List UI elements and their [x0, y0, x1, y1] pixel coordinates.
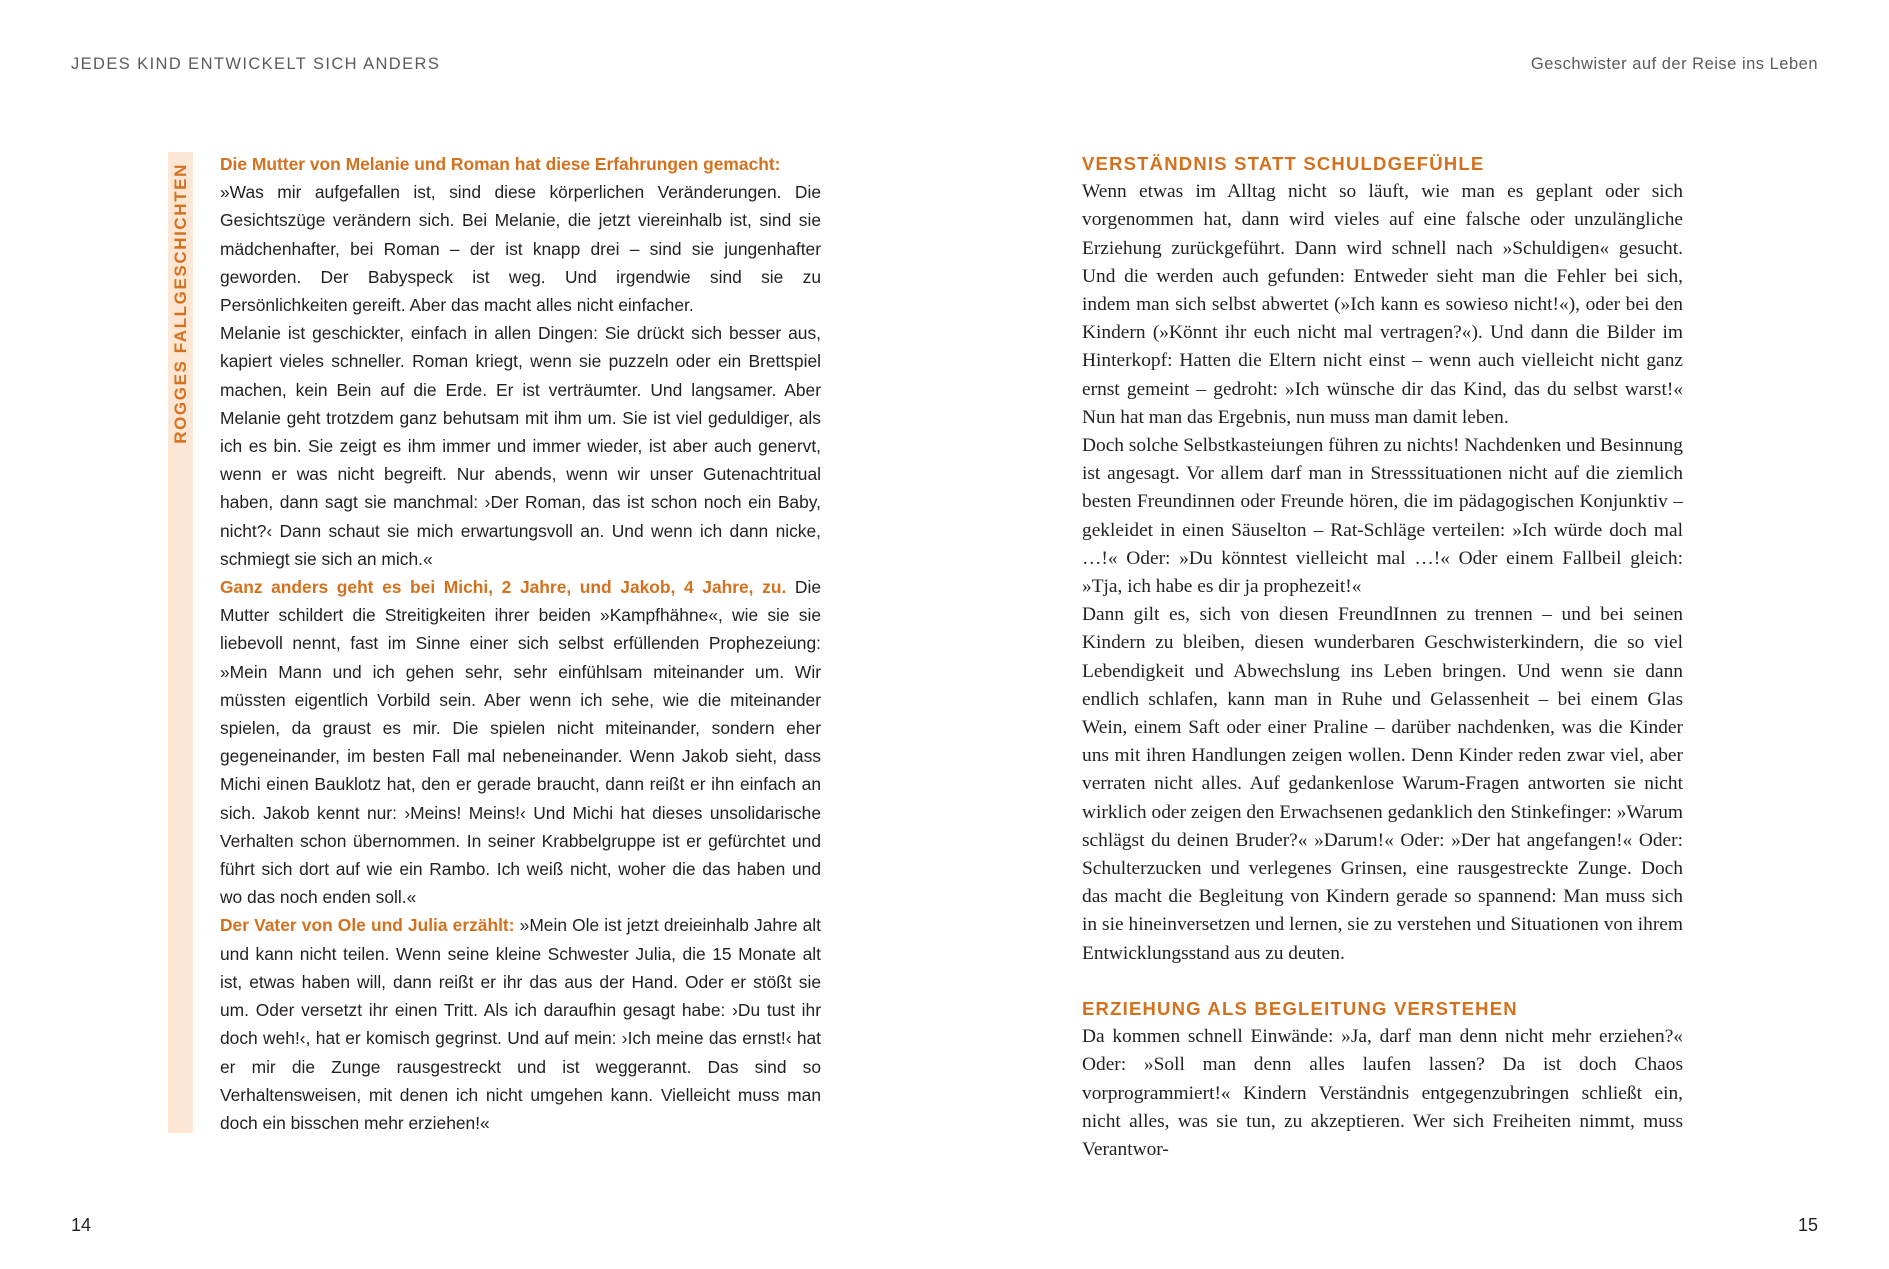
case-lead-1: Die Mutter von Melanie und Roman hat diese Erfahrungen gemacht:	[220, 154, 781, 174]
left-column	[220, 150, 821, 1137]
right-column	[1082, 150, 1683, 1164]
sidebar-label: ROGGES FALLGESCHICHTEN	[170, 162, 190, 444]
body-paragraph-4: Da kommen schnell Einwände: »Ja, darf man denn nicht mehr erziehen?« Oder: »Soll man denn alles laufen lassen? Da ist doch Chaos vorprogrammiert!« Kindern Verständnis entgegenzubringen schließt ein, nicht alles, was sie tun, zu akzeptieren. Wer sich Freiheiten nimmt, muss Verantwor-	[1082, 1026, 1683, 1160]
case-lead-3: Ganz anders geht es bei Michi, 2 Jahre, und Jakob, 4 Jahre, zu.	[220, 577, 787, 598]
body-paragraph-1: Wenn etwas im Alltag nicht so läuft, wie man es geplant oder sich vorgenommen hat, dann wird vieles auf eine falsche oder unzulängliche Erziehung zurückgeführt. Dann wird schnell nach »Schuldigen« gesucht. Und die werden auch gefunden: Entweder sieht man die Fehler bei sich, indem man sich selbst abwertet (»Ich kann es sowieso nicht!«), oder bei den Kindern (»Könnt ihr euch nicht mal vertragen?«). Und dann die Bilder im Hinterkopf: Hatten die Eltern nicht einst – wenn auch vielleicht nicht ganz ernst gemeint – gedroht: »Ich wünsche dir das Kind, das du selbst warst!« Nun hat man das Ergebnis, nun muss man damit leben.	[1082, 181, 1683, 428]
page-number-left: 14	[71, 1215, 92, 1235]
body-paragraph-3: Dann gilt es, sich von diesen FreundInnen zu trennen – und bei seinen Kindern zu bleiben, diesen wunderbaren Geschwisterkindern, die so viel Lebendigkeit und Abwechslung ins Leben bringen. Und wenn sie dann endlich schlafen, kann man in Ruhe und Gelassenheit – bei einem Glas Wein, einem Saft oder einer Praline – darüber nachdenken, was die Kinder uns mit ihren Handlungen zeigen wollen. Denn Kinder reden zwar viel, aber verraten nicht alles. Auf gedankenlose Warum-Fragen antworten sie nicht wirklich oder zeigen den Erwachsenen gedanklich den Stinkefinger: »Warum schlägst du deinen Bruder?« »Darum!« Oder: »Der hat angefangen!« Oder: Schulterzucken und verlegenes Grinsen, eine rausgestreckte Zunge. Doch das macht die Begleitung von Kindern gerade so spannend: Man muss sich in sie hineinversetzen und lernen, sie zu verstehen und Situationen von ihrem Entwicklungsstand aus zu deuten.	[1082, 604, 1683, 964]
body-paragraph-2: Doch solche Selbstkasteiungen führen zu nichts! Nachdenken und Besinnung ist angesagt. Vor allem darf man in Stresssituationen nicht auf die ziemlich besten Freundinnen oder Freunde hören, die im pädagogischen Konjunktiv – gekleidet in einen Säuselton – Rat-Schläge verteilen: »Ich würde doch mal …!« Oder: »Du könntest vielleicht mal …!« Oder einem Fallbeil gleich: »Tja, ich habe es dir ja prophezeit!«	[1082, 435, 1683, 598]
section-heading-1: VERSTÄNDNIS STATT SCHULDGEFÜHLE	[1082, 153, 1485, 174]
sidebar-label-wrapper	[168, 162, 193, 444]
case-lead-4: Der Vater von Ole und Julia erzählt:	[220, 915, 515, 936]
running-head-right: Geschwister auf der Reise ins Leben	[1530, 55, 1818, 73]
case-paragraph-4	[220, 911, 821, 1137]
case-text-1: »Was mir aufgefallen ist, sind diese körperlichen Veränderungen. Die Gesichtszüge verändern sich. Bei Melanie, die jetzt viereinhalb ist, sind sie mädchenhafter, bei Roman – der ist knapp drei – sind sie jungenhafter geworden. Der Babyspeck ist weg. Und irgendwie sind sie zu Persönlichkeiten gereift. Aber das macht alles nicht einfacher.	[220, 182, 821, 316]
case-text-4: »Mein Ole ist jetzt dreieinhalb Jahre alt und kann nicht teilen. Wenn seine kleine Schwester Julia, die 15 Monate alt ist, etwas haben will, dann reißt er ihr das aus der Hand. Oder er stößt sie um. Oder versetzt ihr einen Tritt. Als ich daraufhin gesagt habe: ›Du tust ihr doch weh!‹, hat er komisch gegrinst. Und auf mein: ›Ich meine das ernst!‹ hat er mir die Zunge rausgestreckt und ist weggerannt. Das sind so Verhaltensweisen, mit denen ich nicht umgehen kann. Vielleicht muss man doch ein bisschen mehr erziehen!«	[220, 915, 821, 1133]
case-text-3: Die Mutter schildert die Streitigkeiten ihrer beiden »Kampfhähne«, wie sie sie liebevoll nennt, fast im Sinne einer sich selbst erfüllenden Prophezeiung: »Mein Mann und ich gehen sehr, sehr einfühlsam miteinander um. Wir müssten eigentlich Vorbild sein. Aber wenn ich sehe, wie die miteinander spielen, da graust es mir. Die spielen nicht miteinander, sondern eher gegeneinander, im besten Fall mal nebeneinander. Wenn Jakob sieht, dass Michi einen Bauklotz hat, den er gerade braucht, dann reißt er ihn einfach an sich. Jakob kennt nur: ›Meins! Meins!‹ Und Michi hat dieses unsolidarische Verhalten schon übernommen. In seiner Krabbelgruppe ist er gefürchtet und führt sich dort auf wie ein Rambo. Ich weiß nicht, woher die das haben und wo das noch enden soll.«	[220, 577, 821, 908]
case-paragraph-3	[220, 573, 821, 911]
case-paragraph-1	[220, 150, 821, 319]
case-paragraph-2: Melanie ist geschickter, einfach in allen Dingen: Sie drückt sich besser aus, kapiert vieles schneller. Roman kriegt, wenn sie puzzeln oder ein Brettspiel machen, kein Bein auf die Erde. Er ist verträumter. Und langsamer. Aber Melanie geht trotzdem ganz behutsam mit ihm um. Sie ist viel geduldiger, als ich es bin. Sie zeigt es ihm immer und immer wieder, ist aber auch genervt, wenn er was nicht begreift. Nur abends, wenn wir unser Gutenachtritual haben, dann sagt sie manchmal: ›Der Roman, das ist schon noch ein Baby, nicht?‹ Dann schaut sie mich erwartungsvoll an. Und wenn ich dann nicke, schmiegt sie sich an mich.«	[220, 323, 821, 569]
section-heading-2: ERZIEHUNG ALS BEGLEITUNG VERSTEHEN	[1082, 997, 1518, 1019]
page-number-right: 15	[1797, 1215, 1818, 1235]
running-head-left: JEDES KIND ENTWICKELT SICH ANDERS	[71, 55, 441, 73]
